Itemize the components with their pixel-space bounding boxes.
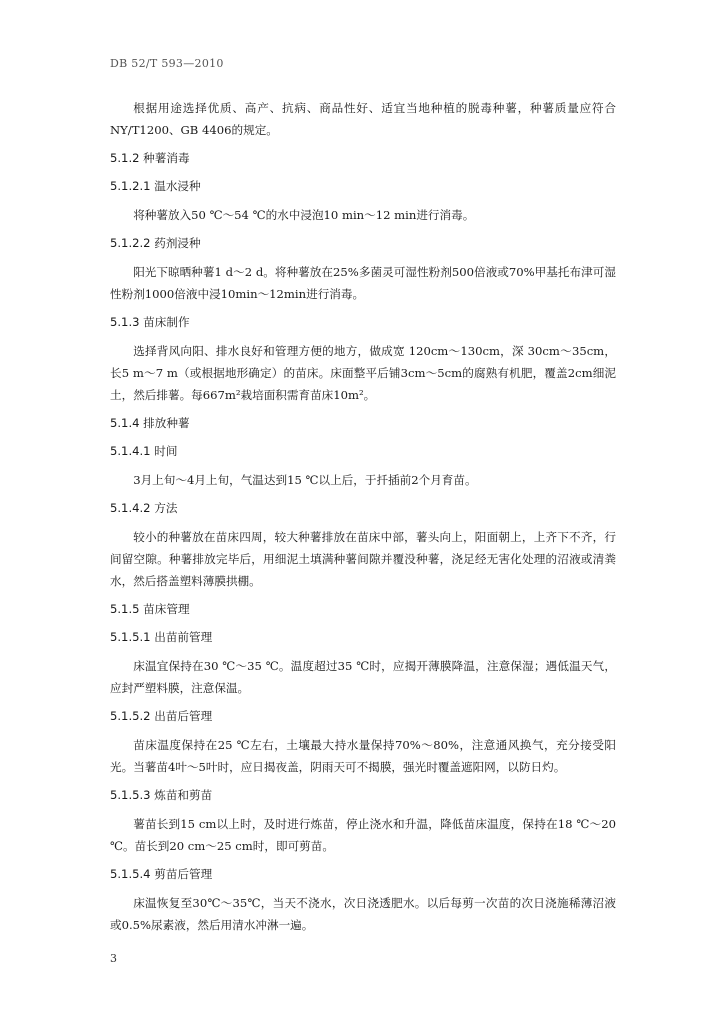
paragraph-warm-water-soak: 将种薯放入50 ℃～54 ℃的水中浸泡10 min～12 min进行消毒。 — [133, 208, 475, 222]
paragraph-hardening-cutting: 薯苗长到15 cm以上时，及时进行炼苗，停止浇水和升温，降低苗床温度，保持在18 ℃～20 ℃。苗长到20 cm～25 cm时，即可剪苗。 — [110, 817, 616, 853]
paragraph-post-emergence: 苗床温度保持在25 ℃左右，土壤最大持水量保持70%～80%，注意通风换气，充分接受阳光。当薯苗4叶～5叶时，应日揭夜盖，阴雨天可不揭膜，强光时覆盖遮阳网，以防日灼。 — [110, 738, 616, 774]
heading-5-1-2-2: 5.1.2.2 药剂浸种 — [110, 236, 201, 250]
paragraph-after-cutting: 床温恢复至30℃～35℃，当天不浇水，次日浇透肥水。以后每剪一次苗的次日浇施稀薄沼液或0.5%尿素液，然后用清水冲淋一遍。 — [110, 896, 616, 932]
standard-code-header: DB 52/T 593—2010 — [110, 57, 224, 70]
paragraph-chemical-soak: 阳光下晾晒种薯1 d～2 d。将种薯放在25%多菌灵可湿性粉剂500倍液或70%甲基托布津可湿性粉剂1000倍液中浸10min～12min进行消毒。 — [110, 265, 616, 301]
heading-5-1-5-3: 5.1.5.3 炼苗和剪苗 — [110, 788, 213, 802]
heading-5-1-4-1: 5.1.4.1 时间 — [110, 444, 178, 458]
heading-5-1-2-1: 5.1.2.1 温水浸种 — [110, 179, 201, 193]
heading-5-1-5-2: 5.1.5.2 出苗后管理 — [110, 709, 213, 723]
paragraph-method: 较小的种薯放在苗床四周，较大种薯排放在苗床中部，薯头向上，阳面朝上，上齐下不齐，行间留空隙。种薯排放完毕后，用细泥土填满种薯间隙并覆没种薯，浇足经无害化处理的沼液或清粪水，然后搭盖塑料薄膜拱棚。 — [110, 530, 616, 588]
paragraph-seedbed-making: 选择背风向阳、排水良好和管理方便的地方，做成宽 120cm～130cm，深 30cm～35cm，长5 m～7 m（或根据地形确定）的苗床。床面整平后铺3cm～5cm的腐熟有机肥，覆盖2cm细泥土，然后排薯。每667m²栽培面积需育苗床10m²。 — [110, 344, 616, 402]
page-number: 3 — [110, 952, 117, 965]
heading-5-1-4: 5.1.4 排放种薯 — [110, 416, 190, 430]
heading-5-1-5: 5.1.5 苗床管理 — [110, 602, 190, 616]
heading-5-1-5-1: 5.1.5.1 出苗前管理 — [110, 630, 213, 644]
document-body — [110, 97, 616, 943]
heading-5-1-5-4: 5.1.5.4 剪苗后管理 — [110, 867, 213, 881]
paragraph-pre-emergence: 床温宜保持在30 ℃～35 ℃。温度超过35 ℃时，应揭开薄膜降温，注意保湿；遇低温天气，应封严塑料膜，注意保温。 — [110, 659, 616, 695]
heading-5-1-2: 5.1.2 种薯消毒 — [110, 151, 190, 165]
heading-5-1-3: 5.1.3 苗床制作 — [110, 315, 190, 329]
paragraph-variety-selection: 根据用途选择优质、高产、抗病、商品性好、适宜当地种植的脱毒种薯，种薯质量应符合NY/T1200、GB 4406的规定。 — [110, 101, 616, 137]
paragraph-timing: 3月上旬～4月上旬，气温达到15 ℃以上后，于扦插前2个月育苗。 — [133, 473, 477, 487]
heading-5-1-4-2: 5.1.4.2 方法 — [110, 501, 178, 515]
